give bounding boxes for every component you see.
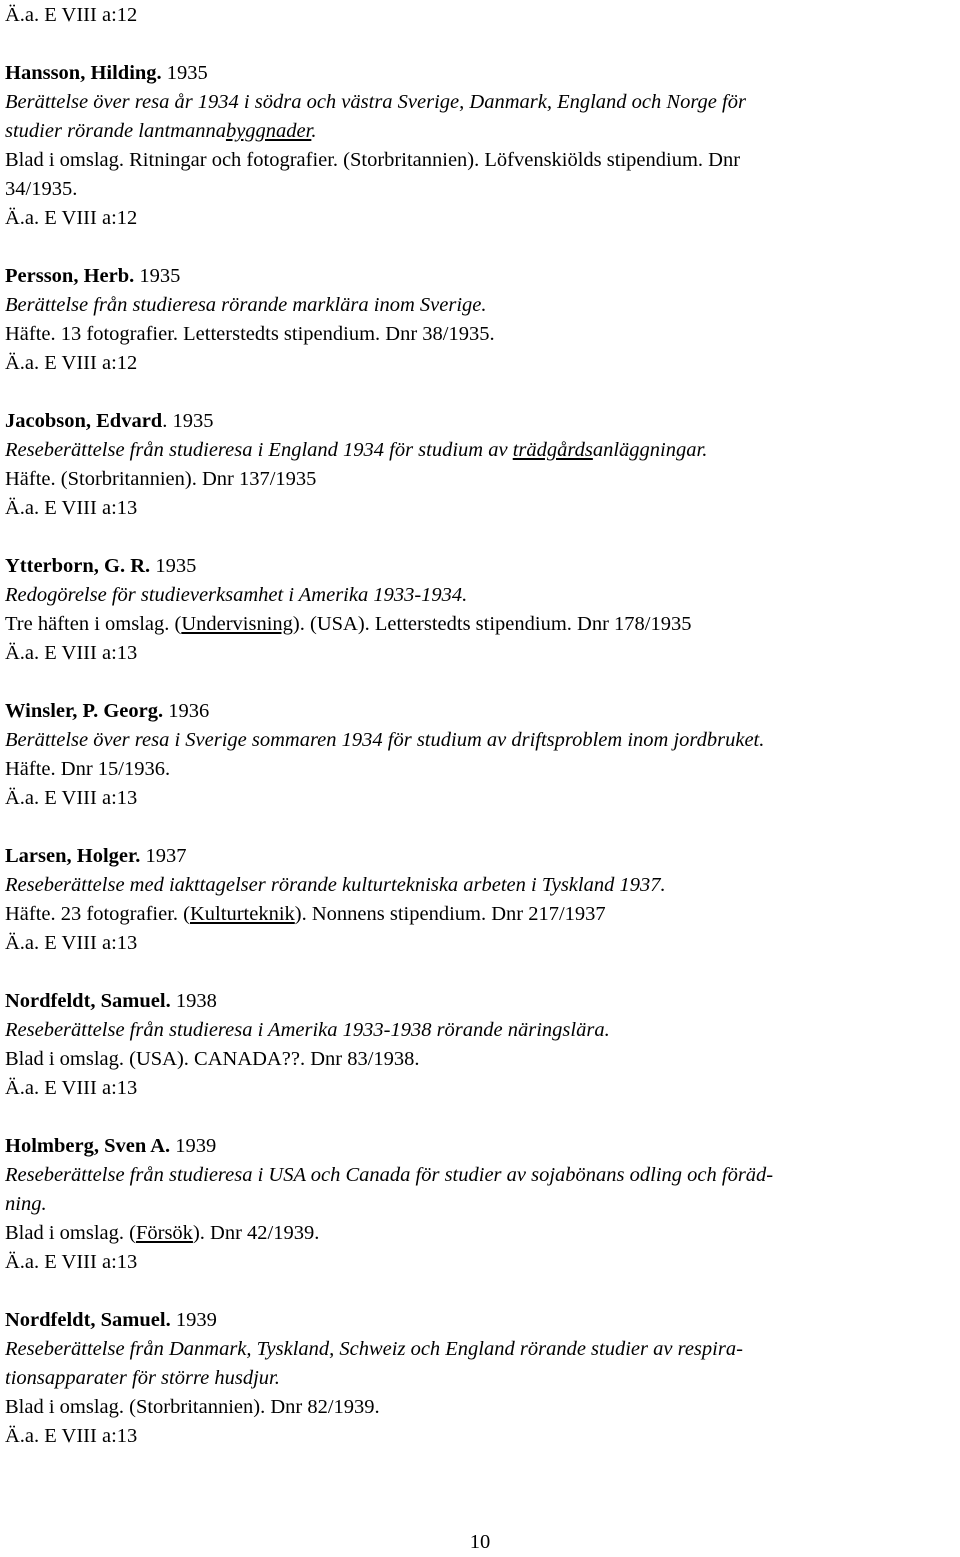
entry-author: Nordfeldt, Samuel. xyxy=(5,990,171,1012)
entry-heading xyxy=(5,1306,955,1335)
entry-note-line xyxy=(5,900,955,929)
entry-list xyxy=(5,59,955,1451)
entry-title-line: Berättelse över resa i Sverige sommaren 1934 för studium av driftsproblem inom jordbruket. xyxy=(5,729,765,751)
catalog-entry xyxy=(5,697,955,813)
catalog-entry xyxy=(5,262,955,378)
text-segment: Reseberättelse från studieresa i England 1934 för studium av xyxy=(5,439,513,461)
entry-title-line: Berättelse från studieresa rörande marklära inom Sverige. xyxy=(5,294,487,316)
entry-author: Jacobson, Edvard xyxy=(5,410,163,432)
entry-heading xyxy=(5,407,955,436)
entry-title-line: Berättelse över resa år 1934 i södra och västra Sverige, Danmark, England och Norge för xyxy=(5,91,746,113)
entry-shelfmark: Ä.a. E VIII a:13 xyxy=(5,1425,138,1447)
underlined-term: Kulturteknik xyxy=(190,903,295,925)
entry-author: Holmberg, Sven A. xyxy=(5,1135,171,1157)
entry-title-line xyxy=(5,436,955,465)
catalog-entry xyxy=(5,59,955,233)
entry-title-line: ning. xyxy=(5,1193,47,1215)
entry-heading xyxy=(5,552,955,581)
entry-year: 1937 xyxy=(140,845,187,867)
entry-note-line: Häfte. (Storbritannien). Dnr 137/1935 xyxy=(5,468,317,490)
entry-heading xyxy=(5,59,955,88)
entry-year: 1936 xyxy=(163,700,210,722)
entry-heading xyxy=(5,262,955,291)
entry-title-line: Redogörelse för studieverksamhet i Amerika 1933-1934. xyxy=(5,584,468,606)
page-number: 10 xyxy=(469,1531,491,1553)
entry-heading xyxy=(5,987,955,1016)
entry-year: 1939 xyxy=(170,1309,217,1331)
entry-shelfmark: Ä.a. E VIII a:12 xyxy=(5,207,138,229)
entry-author: Persson, Herb. xyxy=(5,265,135,287)
text-segment: studier rörande lantmanna xyxy=(5,120,226,142)
entry-shelfmark: Ä.a. E VIII a:13 xyxy=(5,642,138,664)
entry-title-line: Reseberättelse från Danmark, Tyskland, Schweiz och England rörande studier av respira- xyxy=(5,1338,743,1360)
entry-year: 1935 xyxy=(161,62,208,84)
underlined-term: byggnader xyxy=(225,120,312,142)
catalog-page xyxy=(5,0,955,1451)
entry-note-line: Häfte. 13 fotografier. Letterstedts stipendium. Dnr 38/1935. xyxy=(5,323,495,345)
entry-heading xyxy=(5,842,955,871)
top-shelfmark: Ä.a. E VIII a:12 xyxy=(5,4,138,26)
catalog-entry xyxy=(5,842,955,958)
entry-note-line: Blad i omslag. Ritningar och fotografier. (Storbritannien). Löfvenskiölds stipendium. Dnr xyxy=(5,149,741,171)
entry-title-line: Reseberättelse från studieresa i Amerika 1933-1938 rörande näringslära. xyxy=(5,1019,610,1041)
entry-year: 1935 xyxy=(150,555,197,577)
text-segment: ). Nonnens stipendium. Dnr 217/1937 xyxy=(294,903,606,925)
entry-author: Ytterborn, G. R. xyxy=(5,555,151,577)
entry-heading xyxy=(5,697,955,726)
underlined-term: Undervisning xyxy=(181,613,293,635)
text-segment: Häfte. 23 fotografier. ( xyxy=(5,903,190,925)
entry-note-line: Blad i omslag. (Storbritannien). Dnr 82/1939. xyxy=(5,1396,380,1418)
entry-shelfmark: Ä.a. E VIII a:13 xyxy=(5,1251,138,1273)
catalog-entry xyxy=(5,407,955,523)
text-segment: . xyxy=(311,120,317,142)
entry-note-line xyxy=(5,1219,955,1248)
catalog-entry xyxy=(5,987,955,1103)
entry-shelfmark: Ä.a. E VIII a:12 xyxy=(5,352,138,374)
entry-author: Hansson, Hilding. xyxy=(5,62,162,84)
entry-shelfmark: Ä.a. E VIII a:13 xyxy=(5,497,138,519)
entry-title-line: Reseberättelse från studieresa i USA och Canada för studier av sojabönans odling och föräd- xyxy=(5,1164,774,1186)
entry-note-line xyxy=(5,610,955,639)
entry-year: 1939 xyxy=(170,1135,217,1157)
text-segment: anläggningar. xyxy=(592,439,708,461)
entry-note-line: 34/1935. xyxy=(5,178,78,200)
entry-title-line xyxy=(5,117,955,146)
catalog-entry xyxy=(5,1132,955,1277)
entry-author: Larsen, Holger. xyxy=(5,845,141,867)
entry-shelfmark: Ä.a. E VIII a:13 xyxy=(5,932,138,954)
entry-note-line: Blad i omslag. (USA). CANADA??. Dnr 83/1938. xyxy=(5,1048,420,1070)
entry-shelfmark: Ä.a. E VIII a:13 xyxy=(5,1077,138,1099)
underlined-term: trädgårds xyxy=(512,439,593,461)
text-segment: Blad i omslag. ( xyxy=(5,1222,136,1244)
text-segment: Tre häften i omslag. ( xyxy=(5,613,182,635)
entry-year: 1938 xyxy=(170,990,217,1012)
entry-author: Winsler, P. Georg. xyxy=(5,700,164,722)
catalog-entry xyxy=(5,1306,955,1451)
underlined-term: Försök xyxy=(135,1222,193,1244)
entry-year: . 1935 xyxy=(162,410,214,432)
entry-year: 1935 xyxy=(134,265,181,287)
entry-author: Nordfeldt, Samuel. xyxy=(5,1309,171,1331)
entry-heading xyxy=(5,1132,955,1161)
entry-title-line: tionsapparater för större husdjur. xyxy=(5,1367,280,1389)
text-segment: ). Dnr 42/1939. xyxy=(192,1222,320,1244)
entry-title-line: Reseberättelse med iakttagelser rörande kulturtekniska arbeten i Tyskland 1937. xyxy=(5,874,666,896)
entry-note-line: Häfte. Dnr 15/1936. xyxy=(5,758,171,780)
text-segment: ). (USA). Letterstedts stipendium. Dnr 178/1935 xyxy=(292,613,692,635)
catalog-entry xyxy=(5,552,955,668)
entry-shelfmark: Ä.a. E VIII a:13 xyxy=(5,787,138,809)
